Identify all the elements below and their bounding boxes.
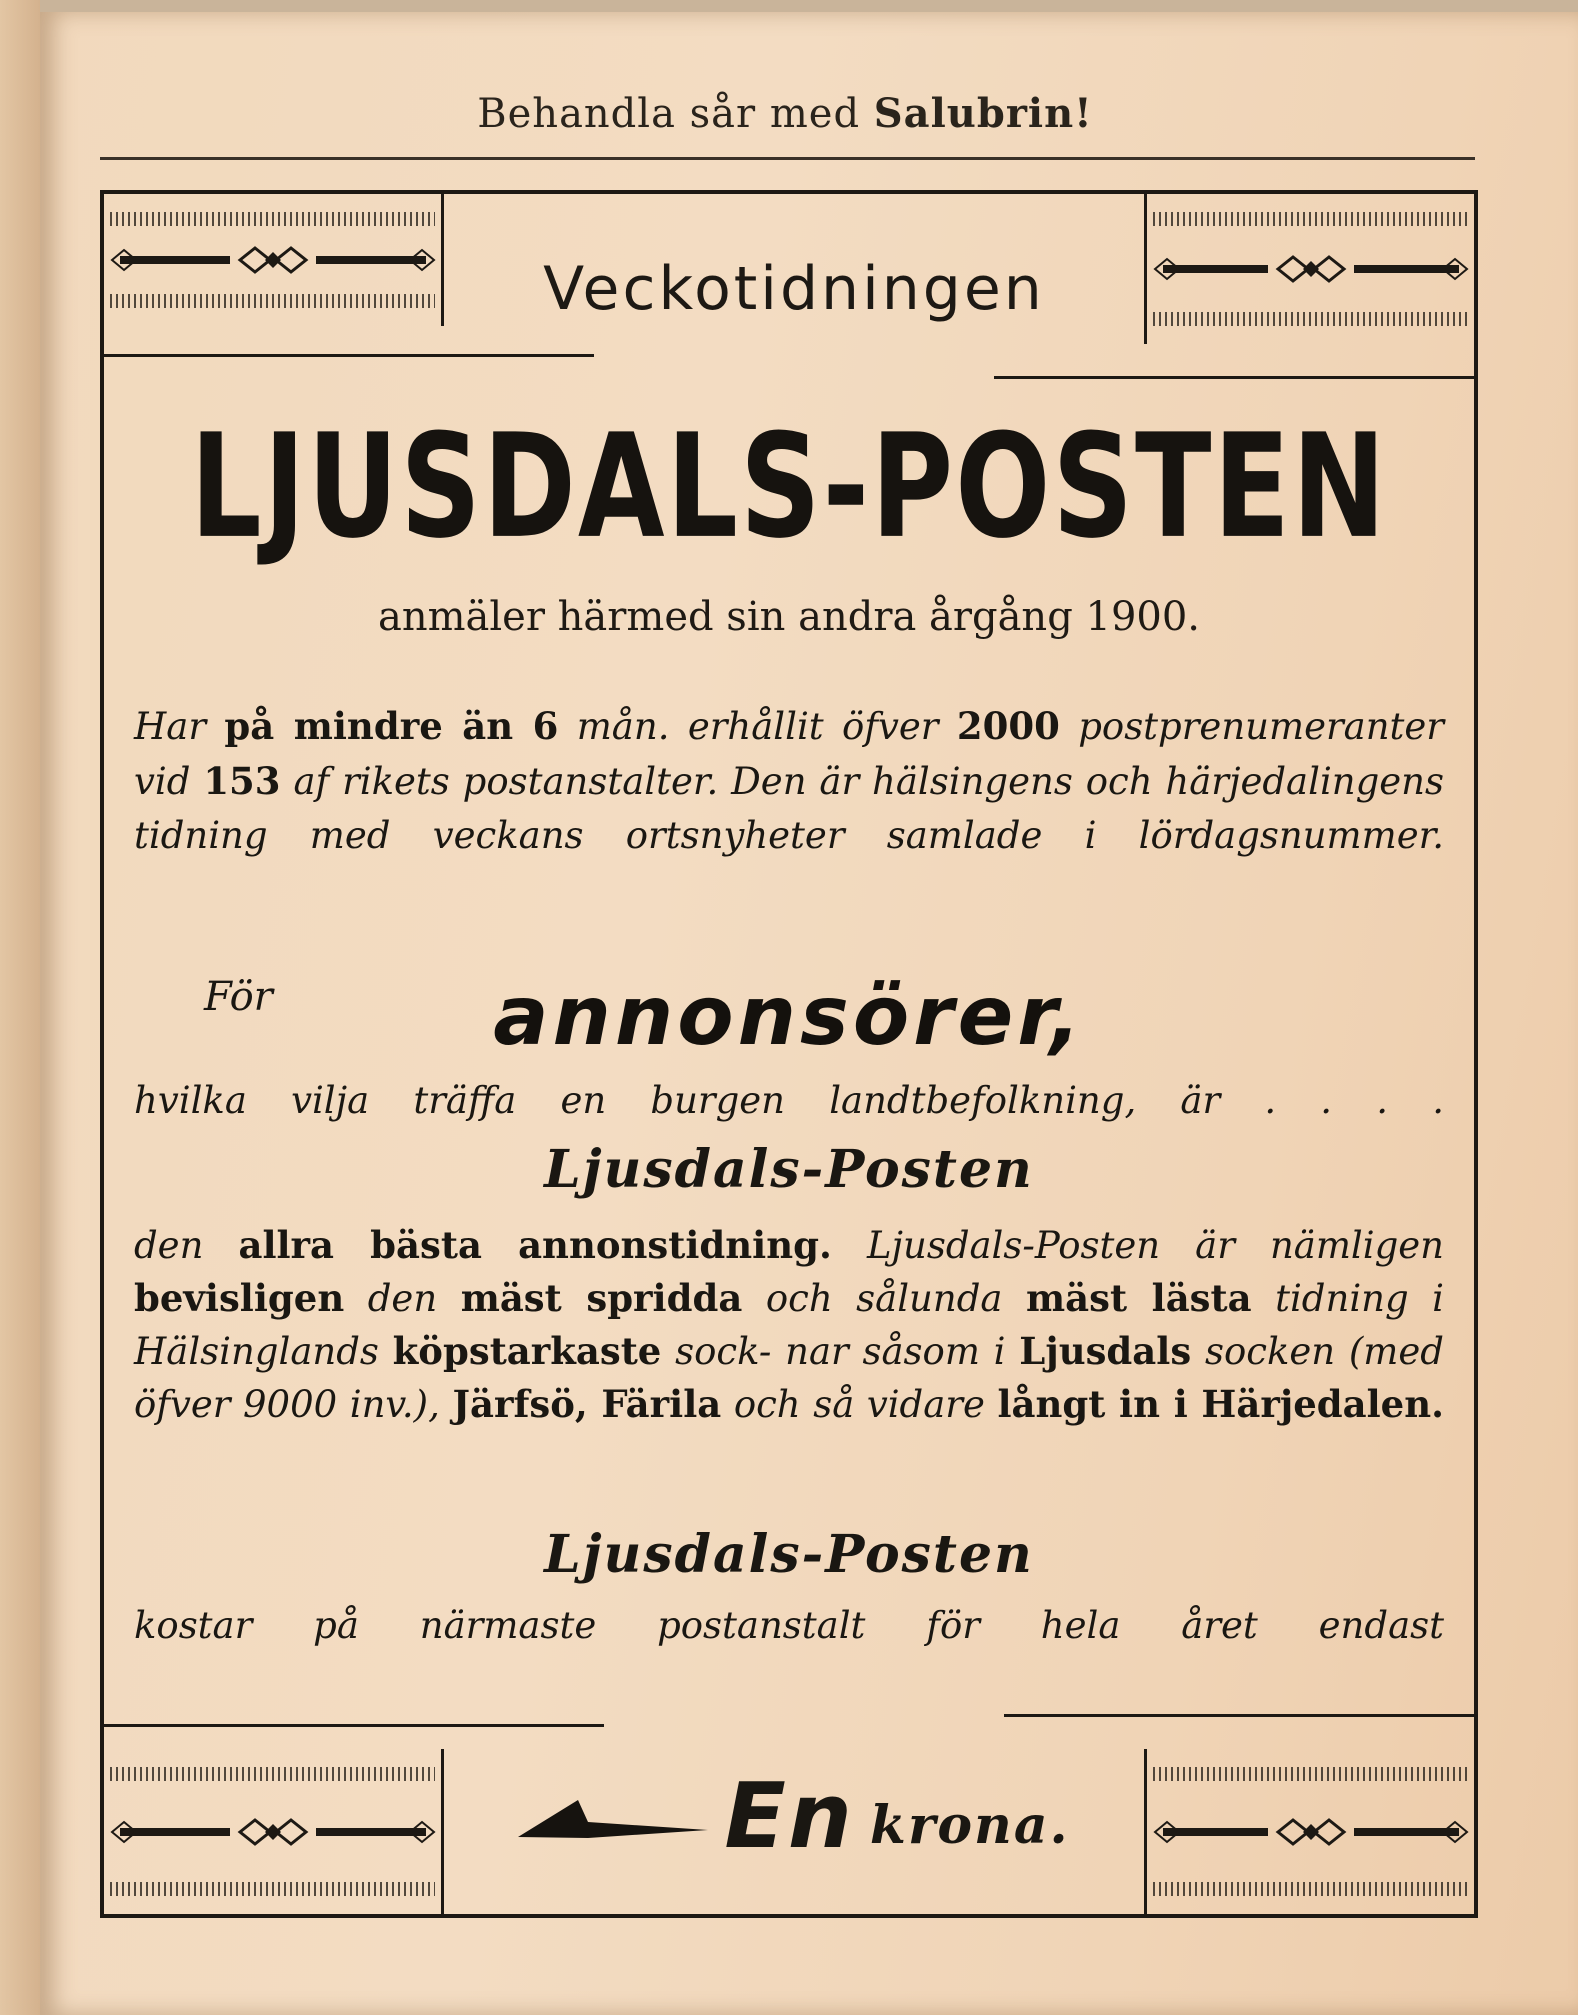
weekly-label: Veckotidningen [543,254,1045,324]
ornament-bottom-right [1144,1749,1474,1914]
ornament-bottom-left [104,1749,444,1914]
advertisement-frame [100,190,1478,1918]
rule-top-left [104,354,594,357]
price-unit: krona. [869,1795,1070,1856]
intro-paragraph: Har på mindre än 6 mån. erhållit öfver 2000 postprenumeranter vid 153 af rikets postanstalter. Den är hälsingens och härjedalingens tidning med veckans ortsnyheter samlade i lördagsnummer. [134,704,1445,857]
target-line: hvilka vilja träffa en burgen landtbefolkning, är . . . . [134,1079,1444,1122]
newspaper-page [40,12,1578,2015]
header-rule [100,157,1475,160]
claim-paragraph: den allra bästa annonstidning. Ljusdals-Posten är nämligen bevisligen den mäst spridda och sålunda mäst lästa tidning i Hälsinglands köpstarkaste sock- nar såsom i Ljusdals socken (med öfver 9000 inv.), Järfsö, Färila och så vidare långt in i Härjedalen. [134,1223,1445,1426]
rule-top-right [994,376,1474,379]
header-product: Salubrin! [873,90,1093,137]
paper-name-1: Ljusdals-Posten [544,1139,1034,1200]
header-line [100,90,1470,137]
ornament-top-right [1144,194,1474,344]
rule-bottom-left [104,1724,604,1727]
header-prefix: Behandla sår med [477,91,861,137]
paper-name-2: Ljusdals-Posten [544,1524,1034,1585]
rule-bottom-right [1004,1714,1474,1717]
for-label: För [204,974,273,1020]
masthead: LJUSDALS-POSTEN [190,404,1388,571]
announcement: anmäler härmed sin andra årgång 1900. [377,594,1201,640]
price-block [444,1734,1144,1899]
pointer-wedge-icon [518,1792,708,1842]
adjacent-page-edge [0,0,40,2015]
ornament-top-left [104,194,444,326]
advertisers-heading: annonsörer, [493,969,1085,1064]
price-amount: En [724,1764,854,1869]
price-line: kostar på närmaste postanstalt för hela året endast [134,1604,1444,1647]
